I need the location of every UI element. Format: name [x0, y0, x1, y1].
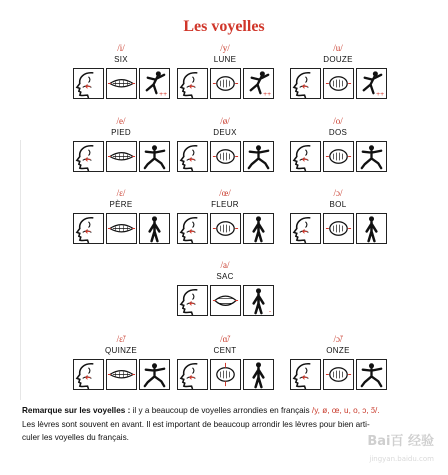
- body-pose-stand-icon: [243, 359, 274, 390]
- watermark-url: jingyan.baidu.com: [369, 455, 434, 463]
- page-title: Les voyelles: [183, 18, 265, 35]
- body-pose-stand-icon: [243, 213, 274, 244]
- vowel-word: ONZE: [326, 346, 350, 355]
- vowel-cell: [66, 333, 176, 390]
- vowel-ipa: /i/: [117, 43, 125, 53]
- vowel-ipa: /ɛ̃/: [116, 334, 126, 344]
- vowel-icons: [283, 359, 393, 390]
- body-pose-stand-icon: [243, 285, 274, 316]
- vowel-cell: [283, 115, 393, 172]
- vowel-icons: [170, 141, 280, 172]
- vowel-word: PÈRE: [109, 200, 133, 209]
- vowel-cell: [283, 187, 393, 244]
- vowel-cell: [283, 333, 393, 390]
- vowel-ipa: /ɔ/: [333, 188, 343, 198]
- vowel-cell: [170, 333, 280, 390]
- vowel-cell: [283, 42, 393, 99]
- vowel-word: CENT: [213, 346, 237, 355]
- body-pose-lunge-icon: [139, 141, 170, 172]
- lips-rounded-icon: [210, 141, 241, 172]
- head-profile-icon: [73, 359, 104, 390]
- vowel-ipa: /a/: [220, 260, 230, 270]
- vowel-icons: [283, 68, 393, 99]
- head-profile-icon: [177, 359, 208, 390]
- lips-nasal-icon: [210, 359, 241, 390]
- lips-spread-icon: [106, 68, 137, 99]
- lips-spread-icon: [106, 213, 137, 244]
- remark-ipa-list: /y, ø, œ, u, o, ɔ, ɔ̃/.: [311, 406, 380, 415]
- body-pose-extend-icon: [139, 68, 170, 99]
- vowel-word: LUNE: [213, 55, 237, 64]
- remark-text-1: il y a beaucoup de voyelles arrondies en français: [132, 406, 312, 415]
- lips-rounded-icon: [323, 359, 354, 390]
- vowel-icons: [66, 213, 176, 244]
- svg-text:-: -: [268, 308, 271, 315]
- vowel-ipa: /œ/: [219, 188, 231, 198]
- vowel-icons: [170, 68, 280, 99]
- head-profile-icon: [290, 141, 321, 172]
- lips-spread-icon: [106, 141, 137, 172]
- vowel-word: FLEUR: [211, 200, 239, 209]
- vowel-cell: [66, 115, 176, 172]
- vowel-ipa: /ɔ̃/: [333, 334, 343, 344]
- vowel-ipa: /ø/: [220, 116, 230, 126]
- head-profile-icon: [177, 141, 208, 172]
- vowel-cell: [170, 115, 280, 172]
- head-profile-icon: [177, 285, 208, 316]
- vowel-word: SAC: [216, 272, 234, 281]
- body-pose-lunge-icon: [139, 359, 170, 390]
- vowel-icons: [66, 68, 176, 99]
- vowel-cell: [170, 259, 280, 316]
- remark-text-2: Les lèvres sont souvent en avant. Il est important de beaucoup arrondir les lèvres pour bien arti-: [22, 419, 370, 429]
- vowel-cell: [66, 42, 176, 99]
- svg-text:++: ++: [375, 91, 384, 98]
- head-profile-icon: [290, 359, 321, 390]
- margin-line: [20, 140, 21, 400]
- head-profile-icon: [290, 213, 321, 244]
- vowel-ipa: /o/: [333, 116, 343, 126]
- head-profile-icon: [290, 68, 321, 99]
- vowel-word: DOS: [328, 128, 348, 137]
- vowel-icons: [66, 141, 176, 172]
- body-pose-extend-icon: [243, 68, 274, 99]
- body-pose-lunge-icon: [356, 359, 387, 390]
- remark-label: Remarque sur les voyelles :: [22, 406, 131, 415]
- head-profile-icon: [73, 68, 104, 99]
- vowel-ipa: /e/: [116, 116, 126, 126]
- vowel-word: SIX: [114, 55, 128, 64]
- head-profile-icon: [177, 68, 208, 99]
- lips-rounded-icon: [323, 141, 354, 172]
- vowel-word: PIED: [111, 128, 131, 137]
- svg-text:++: ++: [158, 91, 167, 98]
- head-profile-icon: [73, 213, 104, 244]
- lips-rounded-icon: [323, 213, 354, 244]
- lips-rounded-icon: [323, 68, 354, 99]
- body-pose-extend-icon: [356, 68, 387, 99]
- vowel-icons: [170, 213, 280, 244]
- lips-open-icon: [210, 285, 241, 316]
- remark-text-3: culer les voyelles du français.: [22, 433, 129, 442]
- vowel-icons: [66, 359, 176, 390]
- body-pose-lunge-icon: [356, 141, 387, 172]
- vowel-word: QUINZE: [104, 346, 138, 355]
- vowel-ipa: /y/: [220, 43, 230, 53]
- vowel-icons: [283, 213, 393, 244]
- body-pose-lunge-icon: [243, 141, 274, 172]
- body-pose-stand-icon: [356, 213, 387, 244]
- vowel-ipa: /ɑ̃/: [220, 334, 230, 344]
- vowel-word: BOL: [329, 200, 347, 209]
- svg-text:++: ++: [262, 91, 271, 98]
- vowel-word: DOUZE: [323, 55, 353, 64]
- vowel-cell: [170, 42, 280, 99]
- vowel-cell: [170, 187, 280, 244]
- vowel-ipa: /ɛ/: [116, 188, 126, 198]
- lips-rounded-icon: [210, 213, 241, 244]
- head-profile-icon: [177, 213, 208, 244]
- lips-spread-icon: [106, 359, 137, 390]
- vowel-ipa: /u/: [333, 43, 343, 53]
- body-pose-stand-icon: [139, 213, 170, 244]
- lips-rounded-icon: [210, 68, 241, 99]
- vowel-icons: [170, 359, 280, 390]
- watermark-logo: Bai百 经验: [367, 434, 434, 449]
- vowel-icons: [283, 141, 393, 172]
- vowel-cell: [66, 187, 176, 244]
- vowel-icons: [170, 285, 280, 316]
- vowel-word: DEUX: [213, 128, 237, 137]
- head-profile-icon: [73, 141, 104, 172]
